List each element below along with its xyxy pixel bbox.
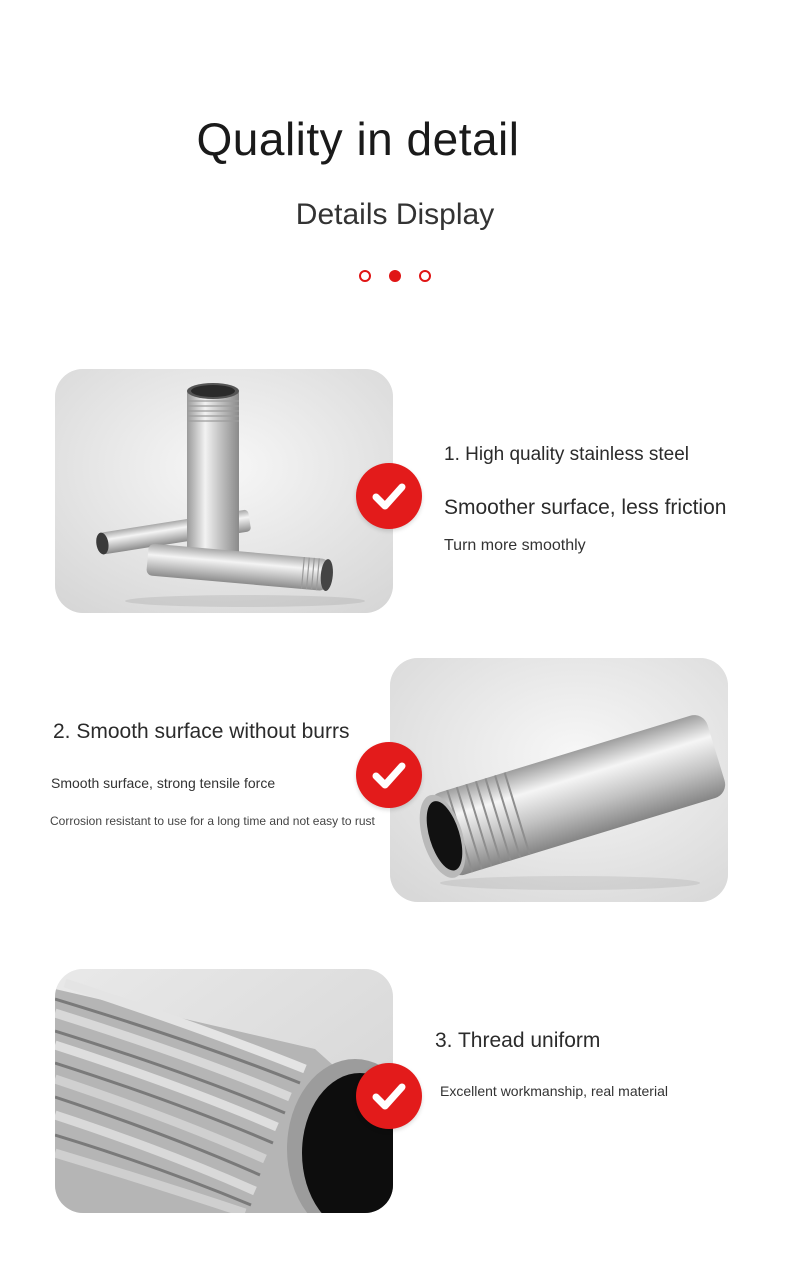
page-title: Quality in detail [196, 113, 520, 165]
carousel-dot-2-active[interactable] [389, 270, 401, 282]
detail-line: Corrosion resistant to use for a long time and not easy to rust [50, 814, 375, 828]
page-subtitle: Details Display [295, 198, 495, 231]
carousel-dot-3[interactable] [419, 270, 431, 282]
check-icon [356, 1063, 422, 1129]
detail-line: Excellent workmanship, real material [440, 1083, 668, 1099]
carousel-dot-1[interactable] [359, 270, 371, 282]
stainless-pipes-photo [55, 369, 393, 613]
threaded-pipe-photo [390, 658, 728, 902]
thread-closeup-photo [55, 969, 393, 1213]
check-icon [356, 463, 422, 529]
check-icon [356, 742, 422, 808]
detail-line: Turn more smoothly [444, 537, 586, 554]
detail-heading: 1. High quality stainless steel [444, 444, 690, 465]
detail-line: Smooth surface, strong tensile force [51, 775, 276, 791]
detail-heading: 3. Thread uniform [435, 1029, 601, 1052]
detail-heading: 2. Smooth surface without burrs [53, 720, 350, 743]
detail-line: Smoother surface, less friction [444, 496, 727, 519]
